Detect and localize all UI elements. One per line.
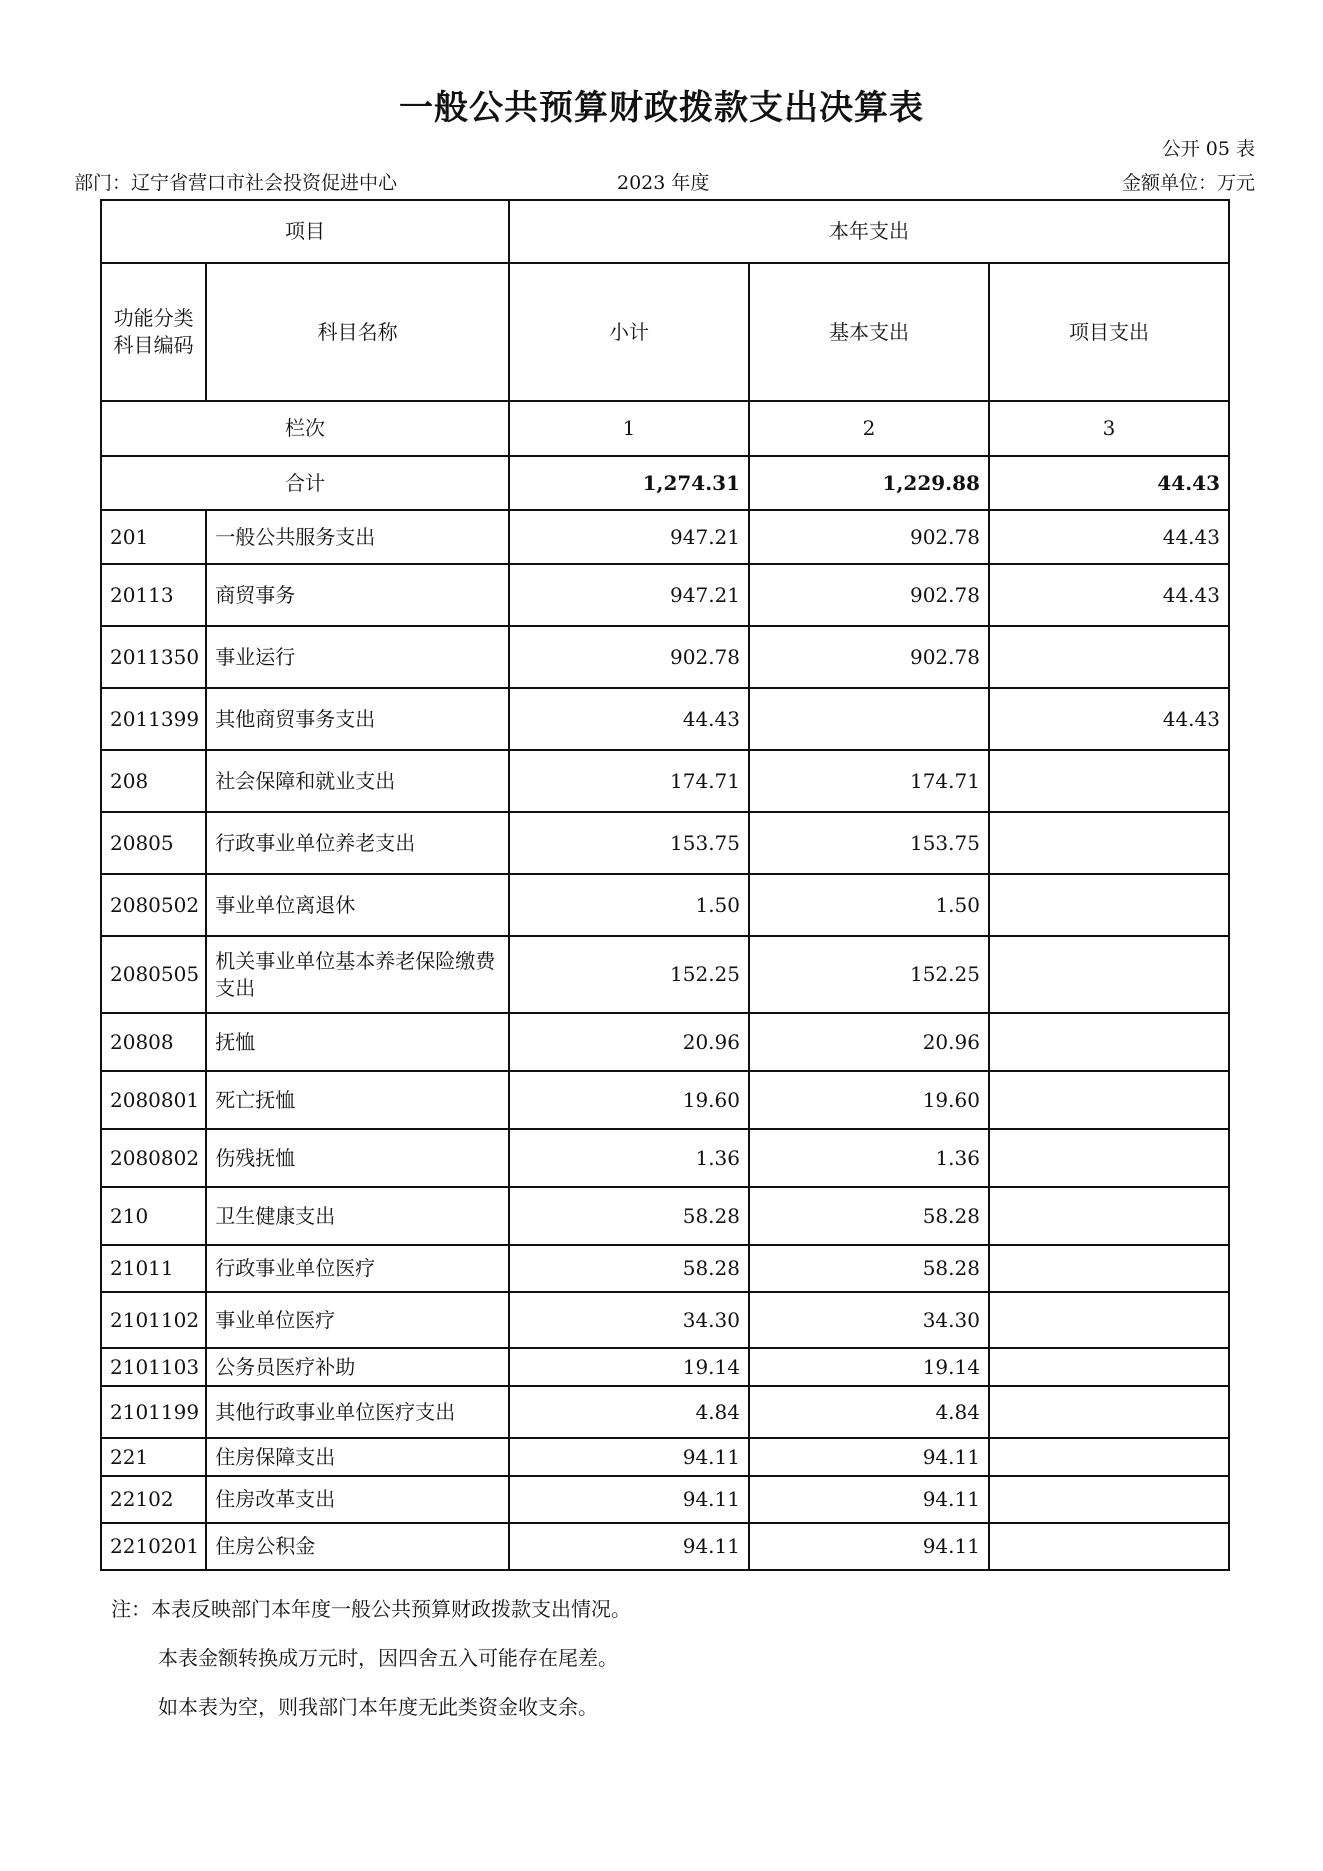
row-project: 44.43 bbox=[989, 688, 1229, 750]
row-basic: 19.60 bbox=[749, 1071, 989, 1129]
row-subtotal: 34.30 bbox=[509, 1292, 749, 1348]
table-row bbox=[101, 1245, 1229, 1292]
row-code: 2101199 bbox=[101, 1386, 206, 1438]
row-basic: 902.78 bbox=[749, 626, 989, 688]
row-project bbox=[989, 874, 1229, 936]
table-row bbox=[101, 1386, 1229, 1438]
row-basic: 19.14 bbox=[749, 1348, 989, 1386]
total-project: 44.43 bbox=[989, 456, 1229, 510]
row-subtotal: 152.25 bbox=[509, 936, 749, 1013]
row-name: 事业单位医疗 bbox=[206, 1292, 509, 1348]
row-subtotal: 58.28 bbox=[509, 1187, 749, 1245]
row-basic: 152.25 bbox=[749, 936, 989, 1013]
table-row bbox=[101, 1438, 1229, 1476]
row-name: 行政事业单位医疗 bbox=[206, 1245, 509, 1292]
header-basic: 基本支出 bbox=[749, 263, 989, 401]
row-name: 事业运行 bbox=[206, 626, 509, 688]
row-project bbox=[989, 626, 1229, 688]
row-basic: 902.78 bbox=[749, 510, 989, 564]
row-subtotal: 20.96 bbox=[509, 1013, 749, 1071]
table-row bbox=[101, 1071, 1229, 1129]
table-row bbox=[101, 1129, 1229, 1187]
row-code: 2080505 bbox=[101, 936, 206, 1013]
total-label: 合计 bbox=[101, 456, 509, 510]
row-basic: 20.96 bbox=[749, 1013, 989, 1071]
row-basic: 153.75 bbox=[749, 812, 989, 874]
row-subtotal: 94.11 bbox=[509, 1523, 749, 1570]
row-project bbox=[989, 1523, 1229, 1570]
row-code: 210 bbox=[101, 1187, 206, 1245]
row-basic: 58.28 bbox=[749, 1187, 989, 1245]
row-project bbox=[989, 750, 1229, 812]
header-current-year: 本年支出 bbox=[509, 200, 1229, 263]
row-code: 22102 bbox=[101, 1476, 206, 1523]
row-code: 2101102 bbox=[101, 1292, 206, 1348]
header-row-1 bbox=[101, 200, 1229, 263]
row-basic: 174.71 bbox=[749, 750, 989, 812]
table-row bbox=[101, 750, 1229, 812]
header-name: 科目名称 bbox=[206, 263, 509, 401]
row-basic: 94.11 bbox=[749, 1523, 989, 1570]
row-project bbox=[989, 1348, 1229, 1386]
note-line: 本表金额转换成万元时，因四舍五入可能存在尾差。 bbox=[158, 1646, 618, 1670]
row-project bbox=[989, 1438, 1229, 1476]
row-project bbox=[989, 1071, 1229, 1129]
row-code: 20113 bbox=[101, 564, 206, 626]
table-row bbox=[101, 1523, 1229, 1570]
row-subtotal: 947.21 bbox=[509, 564, 749, 626]
row-subtotal: 94.11 bbox=[509, 1476, 749, 1523]
row-project bbox=[989, 1245, 1229, 1292]
header-code: 功能分类科目编码 bbox=[101, 263, 206, 401]
row-basic: 902.78 bbox=[749, 564, 989, 626]
row-subtotal: 174.71 bbox=[509, 750, 749, 812]
row-name: 其他商贸事务支出 bbox=[206, 688, 509, 750]
row-code: 2080502 bbox=[101, 874, 206, 936]
expenditure-table bbox=[100, 199, 1230, 1571]
row-subtotal: 44.43 bbox=[509, 688, 749, 750]
row-code: 208 bbox=[101, 750, 206, 812]
row-name: 商贸事务 bbox=[206, 564, 509, 626]
document-title: 一般公共预算财政拨款支出决算表 bbox=[399, 88, 924, 128]
row-project bbox=[989, 1129, 1229, 1187]
row-subtotal: 19.14 bbox=[509, 1348, 749, 1386]
row-name: 其他行政事业单位医疗支出 bbox=[206, 1386, 509, 1438]
row-basic: 94.11 bbox=[749, 1438, 989, 1476]
row-basic: 34.30 bbox=[749, 1292, 989, 1348]
row-name: 伤残抚恤 bbox=[206, 1129, 509, 1187]
note-line: 如本表为空，则我部门本年度无此类资金收支余。 bbox=[158, 1695, 598, 1719]
table-row bbox=[101, 510, 1229, 564]
row-code: 2080801 bbox=[101, 1071, 206, 1129]
total-subtotal: 1,274.31 bbox=[509, 456, 749, 510]
row-project bbox=[989, 1013, 1229, 1071]
table-row bbox=[101, 1187, 1229, 1245]
row-name: 死亡抚恤 bbox=[206, 1071, 509, 1129]
table-row bbox=[101, 812, 1229, 874]
table-row bbox=[101, 936, 1229, 1013]
column-2: 2 bbox=[749, 401, 989, 456]
row-basic: 4.84 bbox=[749, 1386, 989, 1438]
row-project: 44.43 bbox=[989, 564, 1229, 626]
form-number: 公开 05 表 bbox=[1161, 138, 1255, 160]
row-code: 2101103 bbox=[101, 1348, 206, 1386]
notes bbox=[111, 1585, 631, 1732]
row-name: 公务员医疗补助 bbox=[206, 1348, 509, 1386]
row-subtotal: 58.28 bbox=[509, 1245, 749, 1292]
header-row-2 bbox=[101, 263, 1229, 401]
column-label: 栏次 bbox=[101, 401, 509, 456]
table-row bbox=[101, 626, 1229, 688]
row-name: 抚恤 bbox=[206, 1013, 509, 1071]
table-row bbox=[101, 564, 1229, 626]
header-subtotal: 小计 bbox=[509, 263, 749, 401]
row-subtotal: 153.75 bbox=[509, 812, 749, 874]
row-code: 2080802 bbox=[101, 1129, 206, 1187]
row-basic: 1.50 bbox=[749, 874, 989, 936]
row-name: 一般公共服务支出 bbox=[206, 510, 509, 564]
row-basic bbox=[749, 688, 989, 750]
row-project bbox=[989, 812, 1229, 874]
row-project bbox=[989, 1292, 1229, 1348]
row-subtotal: 1.36 bbox=[509, 1129, 749, 1187]
row-code: 2210201 bbox=[101, 1523, 206, 1570]
table-row bbox=[101, 874, 1229, 936]
row-code: 2011399 bbox=[101, 688, 206, 750]
row-code: 20808 bbox=[101, 1013, 206, 1071]
row-name: 住房公积金 bbox=[206, 1523, 509, 1570]
row-basic: 94.11 bbox=[749, 1476, 989, 1523]
row-name: 机关事业单位基本养老保险缴费支出 bbox=[206, 936, 509, 1013]
row-code: 21011 bbox=[101, 1245, 206, 1292]
table-row bbox=[101, 1476, 1229, 1523]
row-name: 住房改革支出 bbox=[206, 1476, 509, 1523]
row-name: 住房保障支出 bbox=[206, 1438, 509, 1476]
table-row bbox=[101, 1013, 1229, 1071]
column-number-row bbox=[101, 401, 1229, 456]
header-project-exp: 项目支出 bbox=[989, 263, 1229, 401]
row-name: 事业单位离退休 bbox=[206, 874, 509, 936]
row-subtotal: 4.84 bbox=[509, 1386, 749, 1438]
row-basic: 58.28 bbox=[749, 1245, 989, 1292]
row-name: 卫生健康支出 bbox=[206, 1187, 509, 1245]
total-row bbox=[101, 456, 1229, 510]
department-label: 部门：辽宁省营口市社会投资促进中心 bbox=[74, 172, 398, 194]
row-name: 社会保障和就业支出 bbox=[206, 750, 509, 812]
total-basic: 1,229.88 bbox=[749, 456, 989, 510]
row-code: 221 bbox=[101, 1438, 206, 1476]
row-subtotal: 1.50 bbox=[509, 874, 749, 936]
row-subtotal: 94.11 bbox=[509, 1438, 749, 1476]
year-label: 2023 年度 bbox=[617, 172, 710, 194]
row-project bbox=[989, 1386, 1229, 1438]
row-subtotal: 947.21 bbox=[509, 510, 749, 564]
row-subtotal: 19.60 bbox=[509, 1071, 749, 1129]
unit-label: 金额单位：万元 bbox=[1121, 172, 1255, 194]
row-name: 行政事业单位养老支出 bbox=[206, 812, 509, 874]
note-line: 注：本表反映部门本年度一般公共预算财政拨款支出情况。 bbox=[111, 1597, 631, 1621]
row-project bbox=[989, 1476, 1229, 1523]
row-project: 44.43 bbox=[989, 510, 1229, 564]
row-project bbox=[989, 1187, 1229, 1245]
table-row bbox=[101, 1348, 1229, 1386]
row-code: 2011350 bbox=[101, 626, 206, 688]
header-project: 项目 bbox=[101, 200, 509, 263]
row-basic: 1.36 bbox=[749, 1129, 989, 1187]
row-code: 20805 bbox=[101, 812, 206, 874]
table-row bbox=[101, 1292, 1229, 1348]
table-row bbox=[101, 688, 1229, 750]
row-subtotal: 902.78 bbox=[509, 626, 749, 688]
row-code: 201 bbox=[101, 510, 206, 564]
row-project bbox=[989, 936, 1229, 1013]
column-1: 1 bbox=[509, 401, 749, 456]
column-3: 3 bbox=[989, 401, 1229, 456]
